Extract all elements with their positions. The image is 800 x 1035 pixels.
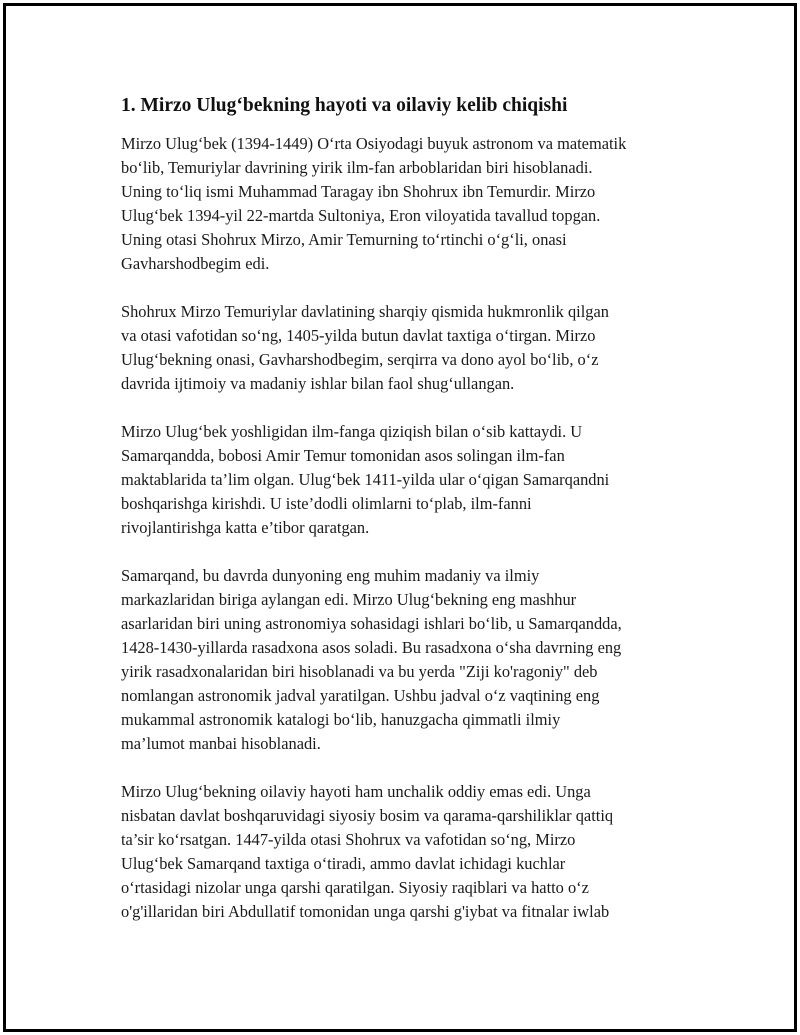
paragraph-line: Shohrux Mirzo Temuriylar davlatining sharqiy qismida hukmronlik qilgan [121,302,609,321]
paragraph-line: 1428-1430-yillarda rasadxona asos soladi. Bu rasadxona o‘sha davrning eng [121,638,622,657]
paragraph-line: va otasi vafotidan so‘ng, 1405-yilda butun davlat taxtiga o‘tirgan. Mirzo [121,326,596,345]
paragraph-line: markazlaridan biriga aylangan edi. Mirzo Ulug‘bekning eng mashhur [121,590,577,609]
paragraph-line: maktablarida ta’lim olgan. Ulug‘bek 1411-yilda ular o‘qigan Samarqandni [121,470,610,489]
paragraph-line: mukammal astronomik katalogi bo‘lib, hanuzgacha qimmatli ilmiy [121,710,561,729]
paragraph-line: asarlaridan biri uning astronomiya sohasidagi ishlari bo‘lib, u Samarqandda, [121,614,622,633]
paragraph-line: nomlangan astronomik jadval yaratilgan. Ushbu jadval o‘z vaqtining eng [121,686,600,705]
paragraph [121,132,701,276]
paragraph-line: Ulug‘bekning onasi, Gavharshodbegim, serqirra va dono ayol bo‘lib, o‘z [121,350,599,369]
paragraph-line: Samarqandda, bobosi Amir Temur tomonidan asos solingan ilm-fan [121,446,565,465]
paragraph-line: Samarqand, bu davrda dunyoning eng muhim madaniy va ilmiy [121,566,540,585]
paragraph-line: o'g'illaridan biri Abdullatif tomonidan unga qarshi g'iybat va fitnalar iwlab [121,902,610,921]
paragraph-line: Ulug‘bek Samarqand taxtiga o‘tiradi, ammo davlat ichidagi kuchlar [121,854,566,873]
paragraph-line: rivojlantirishga katta e’tibor qaratgan. [121,518,370,537]
document-content [121,94,701,948]
paragraph-line: o‘rtasidagi nizolar unga qarshi qaratilgan. Siyosiy raqiblari va hatto o‘z [121,878,589,897]
document-page [3,3,797,1032]
paragraph-line: bo‘lib, Temuriylar davrining yirik ilm-fan arboblaridan biri hisoblanadi. [121,158,593,177]
paragraph [121,420,701,540]
paragraph-line: yirik rasadxonalaridan biri hisoblanadi va bu yerda "Ziji ko'ragoniy" deb [121,662,598,681]
paragraph-line: boshqarishga kirishdi. U iste’dodli olimlarni to‘plab, ilm-fanni [121,494,532,513]
paragraph [121,564,701,756]
paragraph-line: Mirzo Ulug‘bekning oilaviy hayoti ham unchalik oddiy emas edi. Unga [121,782,591,801]
paragraph [121,300,701,396]
paragraph [121,780,701,924]
section-title: 1. Mirzo Ulug‘bekning hayoti va oilaviy kelib chiqishi [121,95,568,116]
paragraph-line: nisbatan davlat boshqaruvidagi siyosiy bosim va qarama-qarshiliklar qattiq [121,806,614,825]
paragraph-line: Gavharshodbegim edi. [121,254,270,273]
paragraph-line: Uning to‘liq ismi Muhammad Taragay ibn Shohrux ibn Temurdir. Mirzo [121,182,596,201]
paragraph-line: Mirzo Ulug‘bek yoshligidan ilm-fanga qiziqish bilan o‘sib kattaydi. U [121,422,583,441]
paragraph-line: ma’lumot manbai hisoblanadi. [121,734,321,753]
paragraph-line: davrida ijtimoiy va madaniy ishlar bilan faol shug‘ullangan. [121,374,515,393]
paragraph-line: Uning otasi Shohrux Mirzo, Amir Temurning to‘rtinchi o‘g‘li, onasi [121,230,567,249]
paragraph-line: Mirzo Ulug‘bek (1394-1449) O‘rta Osiyodagi buyuk astronom va matematik [121,134,627,153]
paragraph-line: Ulug‘bek 1394-yil 22-martda Sultoniya, Eron viloyatida tavallud topgan. [121,206,601,225]
paragraph-list [121,132,701,924]
paragraph-line: ta’sir ko‘rsatgan. 1447-yilda otasi Shohrux va vafotidan so‘ng, Mirzo [121,830,576,849]
